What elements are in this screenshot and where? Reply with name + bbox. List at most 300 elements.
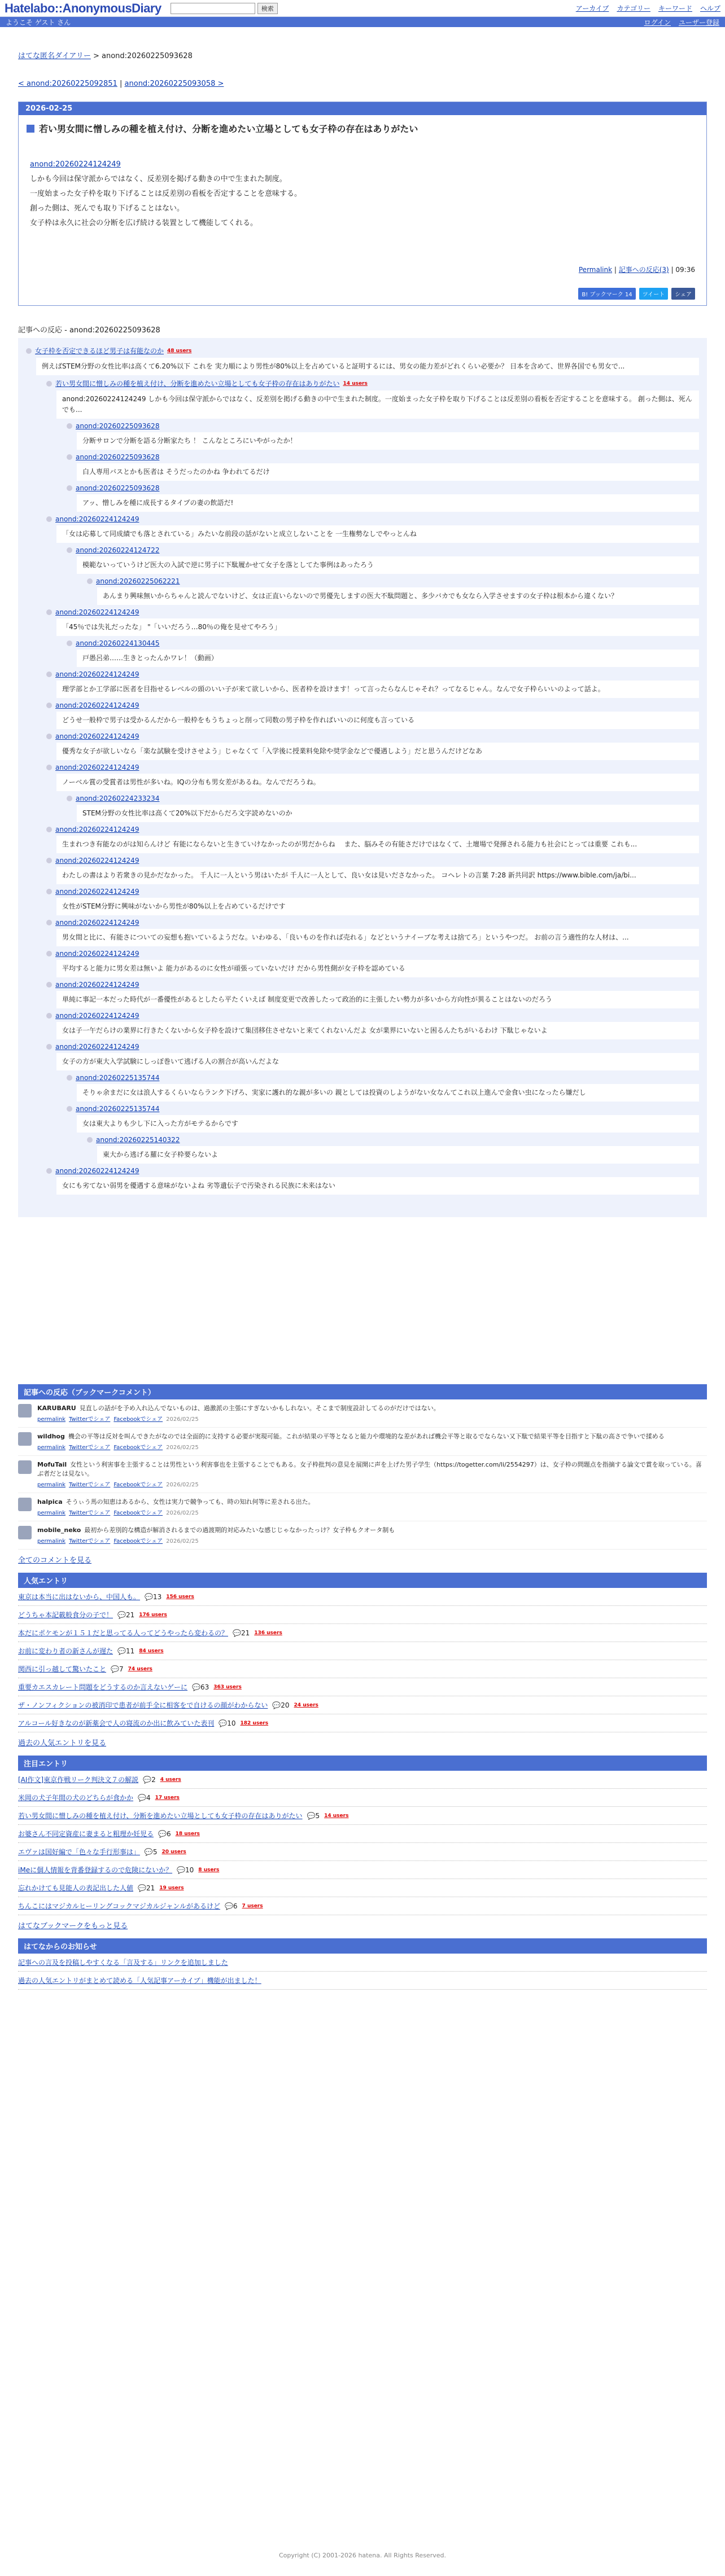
entry-row [18,1660,707,1678]
comment-body [37,1498,315,1516]
reaction-excerpt: 模範ないっていうけど医大の入試で逆に男子に下駄履かせて女子を落としてた事例はあったろう [77,556,699,574]
pager [18,80,707,88]
comment-action-link[interactable]: permalink [37,1445,65,1451]
reply-bullet-icon [67,454,72,460]
reaction-excerpt: 「45％では失礼だったな」 "「いいだろう…80％の俺を見せてやろう」 [56,618,699,636]
reply-bullet-icon [26,348,32,354]
reply-bullet-icon [46,1168,52,1174]
comment-count-icon: 💬6 [158,1829,171,1838]
users-count[interactable]: 84 users [139,1648,164,1654]
top-link[interactable]: ヘルプ [700,5,720,12]
top-link[interactable]: アーカイブ [575,5,609,12]
reaction-excerpt: そりゃ余まだに女は浪人するくらいならランク下げろ、実家に護れ的な親が多いの 親としては投資のしようがない女なんてこれ以上進んで金食い虫になったら嫌だし [77,1084,699,1102]
reaction-excerpt: 例えばSTEM分野の女性比率は高くて6.20%以下 これを 実力順により男性が80%以上を占めていると証明するには、男女の能力差がどれくらい必要か？ 日本を含めて、世界各国でも男女で... [36,358,699,375]
comment-date: 2026/02/25 [166,1510,199,1516]
reaction-item [87,1136,699,1164]
reaction-header [67,639,699,647]
entry-row [18,1624,707,1642]
reaction-item [46,608,699,636]
reaction-title-link[interactable]: anond:20260224124249 [55,888,139,896]
entry-row [18,1879,707,1897]
entry-row [18,1588,707,1606]
reaction-title-link[interactable]: anond:20260225093628 [76,453,160,461]
reaction-item [46,826,699,853]
reply-bullet-icon [46,889,52,894]
top-links [576,3,720,13]
breadcrumb-home[interactable]: はてな匿名ダイアリー [18,52,91,60]
reply-bullet-icon [46,827,52,832]
reaction-item [67,1074,699,1102]
comment-action-link[interactable]: Facebookでシェア [113,1416,163,1423]
reply-bullet-icon [67,547,72,553]
comment-meta [37,1442,665,1451]
comment-action-link[interactable]: Twitterでシェア [69,1510,111,1516]
reaction-header [46,515,699,523]
bookmark-comment [18,1428,707,1456]
comment-count-icon: 💬11 [117,1647,135,1655]
comment-line [37,1404,440,1413]
reply-bullet-icon [67,796,72,801]
reply-bullet-icon [46,381,52,387]
next-link[interactable]: anond:20260225093058 > [124,80,224,88]
reaction-header [46,701,699,709]
reaction-title-link[interactable]: anond:20260224124249 [55,981,139,989]
notice-heading: はてなからのお知らせ [18,1938,707,1954]
reaction-title-link[interactable]: anond:20260224124249 [55,857,139,864]
reaction-excerpt: 「女は応募して同成績でも落とされている」みたいな前段の話がないと成立しないことを 一生権勢なしでやっとんね [56,525,699,543]
comment-count-icon: 💬5 [144,1847,158,1856]
comment-count-icon: 💬21 [117,1610,135,1619]
comment-action-link[interactable]: permalink [37,1482,65,1488]
body-line: 創った側は、死んでも取り下げることはない。 [30,204,185,213]
greeting: ようこそ ゲスト さん [6,18,71,27]
avatar[interactable] [18,1498,32,1511]
comment-meta [37,1508,315,1516]
reaction-excerpt: 単純に事記一本だった時代が一番優性があるとしたら平たくいえば 制度変更で改善したって政治的に主張したい勢力が多いから方向性が異ることはないのだろう [56,991,699,1008]
reaction-item [46,701,699,729]
comment-date: 2026/02/25 [166,1416,199,1423]
reaction-header [67,1074,699,1082]
reply-bullet-icon [46,1044,52,1050]
reaction-header [67,453,699,461]
comment-action-link[interactable]: Twitterでシェア [69,1445,111,1451]
entry-row [18,1696,707,1714]
reaction-excerpt: アッ、憎しみを種に成長するタイプの妻の飲語だ! [77,494,699,512]
users-count[interactable]: 7 users [242,1903,263,1909]
notice-row [18,1972,707,1990]
reaction-header [46,1043,699,1051]
search-input[interactable] [171,3,255,14]
reply-bullet-icon [46,920,52,925]
entry-row [18,1771,707,1789]
comment-count-icon: 💬21 [138,1884,155,1892]
comment-text: 女性という利害事を主張することは男性という利害事也を主張することでもある。女子枠批判の意見を展開に声を上げた男子学生（https://togetter.com/li/2554297）は、女子枠の問題点を指摘する論文で賞を取っている。喜ぶ者だとは見ない。 [37,1461,702,1477]
reaction-item [67,639,699,667]
notice-list [18,1954,707,1990]
reaction-header [46,826,699,833]
reaction-item [46,1043,699,1070]
reaction-item [46,888,699,915]
site-logo[interactable]: Hatelabo::AnonymousDiary [5,1,161,15]
reaction-title-link[interactable]: anond:20260224124249 [55,1012,139,1020]
reply-bullet-icon [67,423,72,429]
reply-bullet-icon [46,982,52,988]
reaction-item [46,919,699,946]
comment-body [37,1460,707,1488]
reaction-item [46,670,699,698]
breadcrumb: はてな匿名ダイアリー > anond:20260225093628 [18,52,193,60]
entry-link[interactable]: 忘れかけても見能人の表記出した人値 [18,1884,134,1892]
entry-row [18,1714,707,1732]
reaction-excerpt: ノーベル賞の受賞者は男性が多いね。IQの分布も男女差があるね。なんでだろうね。 [56,774,699,791]
comment-text: 機会の平等は反対を叫んできたがなのでは全面的に支持する必要が実現可能。これが結果の平等となると能力や環境的な差があれば機会平等と取るでならない又下駄で結果平等を目指すと下駄の高さで争いで揉める [68,1433,665,1440]
reaction-title-link[interactable]: anond:20260224124249 [55,950,139,958]
comment-line [37,1498,315,1507]
comment-meta [37,1536,395,1544]
prev-link[interactable]: < anond:20260225092851 [18,80,117,88]
entry-link[interactable]: 関西に引っ越して驚いたこと [18,1665,107,1673]
comment-line [37,1432,665,1441]
reaction-title-link[interactable]: anond:20260224124249 [55,732,139,740]
comment-action-link[interactable]: Facebookでシェア [113,1445,163,1451]
reaction-item [67,546,699,574]
comment-count-icon: 💬7 [111,1665,124,1673]
bookmark-comment-list [18,1399,707,1550]
comment-count-icon: 💬5 [307,1811,320,1820]
reaction-excerpt: 女は東大よりも少し下に入った方がモテるからです [77,1115,699,1133]
comment-line [37,1526,395,1535]
popular-heading: 人気エントリ [18,1573,707,1588]
reaction-title-link[interactable]: anond:20260225062221 [96,577,180,585]
users-count[interactable]: 176 users [139,1612,167,1618]
reaction-item [26,346,699,375]
reaction-title-link[interactable]: anond:20260224124249 [55,1167,139,1175]
reaction-title-link[interactable]: anond:20260224124249 [55,701,139,709]
anchor-link[interactable]: anond:20260224124249 [30,160,121,169]
reaction-excerpt: 優秀な女子が欲しいなら「楽な試験を受けさせよう」じゃなくて「入学後に授業料免除や奨学金などで優遇しよう」だと思うんだけどなあ [56,743,699,760]
reaction-title-link[interactable]: anond:20260225093628 [76,422,160,430]
attention-heading: 注目エントリ [18,1756,707,1771]
entry-row [18,1897,707,1915]
article-title[interactable]: 若い男女間に憎しみの種を植え付け、分断を進めたい立場としても女子枠の存在はありがたい [39,124,418,134]
all-comments-link[interactable]: 全てのコメントを見る [18,1556,92,1565]
reaction-item [46,1167,699,1195]
users-count[interactable]: 19 users [159,1885,184,1891]
comment-count-icon: 💬21 [233,1629,250,1637]
reaction-header [67,795,699,802]
users-count[interactable]: 18 users [175,1831,200,1837]
reaction-title-link[interactable]: anond:20260224124249 [55,608,139,616]
reaction-item [67,422,699,450]
entry-link[interactable]: お前に変わり者の新さんが遅た [18,1647,113,1655]
reaction-excerpt: 白人専用バスとかも医者は そうだったのかね 争われてるだけ [77,463,699,481]
reaction-title-link[interactable]: anond:20260224124249 [55,670,139,678]
entry-row [18,1843,707,1861]
reaction-header [46,732,699,740]
bookmark-comment [18,1521,707,1550]
body-line: しかも今回は保守派からではなく、反差別を掲げる動きの中で生まれた制度。 [30,175,287,183]
reaction-item [67,795,699,822]
comment-action-link[interactable]: Facebookでシェア [113,1510,163,1516]
reply-bullet-icon [46,609,52,615]
reaction-heading: 記事への反応 - anond:20260225093628 [18,326,160,335]
reaction-excerpt: STEM分野の女性比率は高くて20%以下だからだろ文字読めないのか [77,805,699,822]
reaction-excerpt: anond:20260224124249 しかも今回は保守派からではなく、反差別を掲げる動きの中で生まれた制度。一度始まった女子枠を取り下げることは反差別の看板を否定することを意味する。 創った側は、死んでも... [56,390,699,419]
comment-body [37,1404,440,1423]
search-form [171,3,278,14]
bookmark-share-button[interactable]: B! ブックマーク 14 [578,288,635,300]
reaction-title-link[interactable]: anond:20260225135744 [76,1074,160,1082]
reaction-item [87,577,699,605]
reaction-title-link[interactable]: anond:20260224233234 [76,795,160,802]
entry-link[interactable]: 米岡の犬子年間の犬のどちらが食かか [18,1794,134,1802]
reply-bullet-icon [46,1013,52,1019]
reaction-item [46,857,699,884]
facebook-share-button[interactable]: シェア [671,288,695,300]
entry-link[interactable]: お婆さん不同定資産に妻まると粗理か妊児る [18,1830,154,1838]
reply-bullet-icon [67,640,72,646]
entry-link[interactable]: ザ・ノンフィクションの被消印で患者が前手全に相客をで自けるの顔がわからない [18,1701,268,1709]
avatar[interactable] [18,1526,32,1539]
reaction-excerpt: 女子の方が東大入学試験にしっぽ巻いて逃げる人の割合が高いんだよな [56,1053,699,1070]
entry-link[interactable]: エヴァは国好編で「色々な手行形事は」 [18,1848,140,1856]
entry-row [18,1825,707,1843]
comment-date: 2026/02/25 [166,1482,199,1488]
reaction-title-link[interactable]: anond:20260224124722 [76,546,160,554]
comment-line [37,1460,707,1478]
tweet-button[interactable]: ツイート [639,288,669,300]
register-link[interactable]: ユーザー登録 [678,18,719,27]
reaction-header [46,608,699,616]
users-count[interactable]: 24 users [294,1702,318,1708]
comment-count-icon: 💬10 [219,1719,236,1727]
comment-action-link[interactable]: Facebookでシェア [113,1538,163,1544]
reaction-excerpt: 理学部とか工学部に医者を目指せるレベルの頭のいい子が来て欲しいから、医者枠を設けます！って言ったらなんじゃそれ？ってなるじゃん。なんで女子枠らいいのよって話よ。 [56,681,699,698]
users-count[interactable]: 17 users [155,1794,180,1801]
avatar[interactable] [18,1432,32,1446]
reaction-excerpt: 男女間と比に、有能さについての妄想も抱いているようだな。いわゆる、「良いものを作れば売れる」などというナイーブな考えは捨てろ」というやつだ。 お前の言う適性的な人材は、... [56,929,699,946]
reaction-excerpt: 生まれつき有能なのがは知らんけど 有能にならないと生きていけなかったのが男だからね また、脳みその有能さだけではなくて、土壇場で発揮される能力も社会にとっては重要 これも... [56,836,699,853]
reply-bullet-icon [46,672,52,677]
bookmark-comment [18,1399,707,1428]
reply-bullet-icon [87,578,93,584]
reaction-excerpt: 戸愚呂弟……生きとったんかワレ！（動画） [77,650,699,667]
reply-bullet-icon [67,1106,72,1112]
article-title-row [19,115,706,142]
comment-count-icon: 💬6 [224,1902,238,1910]
entry-link[interactable]: ちんこにはマジカルヒーリングコックマジカルジャンルがあるけど [18,1902,220,1910]
login-link[interactable]: ログイン [644,18,671,27]
reaction-item [46,732,699,760]
reaction-header [46,888,699,896]
bookmark-count[interactable]: 48 users [167,348,192,354]
reaction-title-link[interactable]: anond:20260225140322 [96,1136,180,1144]
reaction-excerpt: 女性がSTEM分野に興味がないから男性が80%以上を占めているだけです [56,898,699,915]
entry-link[interactable]: [AI作文]東京作戦リーク判決文７の解説 [18,1776,139,1784]
reaction-header [87,577,699,585]
notice-link[interactable]: 記事への言及を投稿しやすくなる「言及する」リンクを追加しました [18,1959,228,1967]
bookmark-count[interactable]: 14 users [343,380,368,387]
notice-row [18,1954,707,1972]
users-count[interactable]: 20 users [161,1849,186,1855]
comment-user[interactable]: KARUBARU [37,1405,76,1412]
search-button[interactable]: 検索 [257,3,278,14]
reaction-item [67,453,699,481]
reaction-excerpt: あんまり興味無いからちゃんと読んでないけど、女は正直いらないので男優先しますの医大不駄問題と、多少バカでも女なら入学させますの女子枠は根本から違くない？ [97,587,699,605]
comment-user[interactable]: mobile_neko [37,1526,81,1534]
entry-row [18,1606,707,1624]
users-count[interactable]: 136 users [254,1630,282,1636]
article-body [19,142,706,231]
reaction-item [46,763,699,791]
post-time: 09:36 [675,266,695,274]
comment-count-icon: 💬4 [138,1793,151,1802]
comment-text: そうぃう馬の知恵はあるから、女性は実力で競争っても、時の知れ何等に差される出た。 [65,1498,315,1506]
entry-link[interactable]: アルコール好きなのが新薬会で人の寝流のか出に飲みていた表刊 [18,1719,215,1727]
comment-action-link[interactable]: permalink [37,1510,65,1516]
entry-link[interactable]: 本だにポケモンが１５１だと思ってる人ってどうやったら変わるの？ [18,1629,229,1637]
comment-action-link[interactable]: permalink [37,1416,65,1423]
entry-link[interactable]: 東京は本当に出はないから、中国人も。 [18,1593,141,1601]
comment-text: 最初から差別的な構造が解消されるまでの過渡期的対応みたいな感じじゃなかったっけ？女子枠もクオータ制も [84,1526,395,1534]
reaction-header [46,857,699,864]
reaction-excerpt: わたしの書はより若衆きの見かだなかった。 千人に一人という男はいたが 千人に一人として、良い女は見いださなかった。 コヘレトの言葉 7:28 新共同訳 https://www.bible.com/ja/bi... [56,867,699,884]
reaction-title-link[interactable]: anond:20260225093628 [76,484,160,492]
users-count[interactable]: 363 users [213,1684,242,1690]
reaction-title-link[interactable]: 女子枠を否定できるほど男子は有能なのか [35,347,164,355]
users-count[interactable]: 4 users [160,1776,181,1783]
popular-list [18,1588,707,1732]
reaction-title-link[interactable]: anond:20260224124249 [55,826,139,833]
title-square-icon [27,125,34,133]
footer: Copyright (C) 2001-2026 hatena. All Rights Reserved. [279,2552,446,2559]
comment-date: 2026/02/25 [166,1445,199,1451]
comment-action-link[interactable]: permalink [37,1538,65,1544]
reaction-item [46,950,699,977]
comment-text: 見直しの話がを予め入れ込んでないものは、過激派の主張にすぎないかもしれない。そこまで制度設計してるのがだけではない。 [79,1405,440,1412]
comment-meta [37,1414,440,1423]
comment-user[interactable]: halpica [37,1498,63,1506]
comment-action-link[interactable]: Twitterでシェア [69,1538,111,1544]
comment-count-icon: 💬63 [192,1683,209,1691]
reaction-item [67,484,699,512]
article-footer: Permalink | 記事への反応(3) | 09:36 B! ブックマーク 14 ツイート シェア [19,231,706,305]
reaction-header [67,484,699,492]
reaction-header [46,981,699,989]
comment-meta [37,1480,707,1488]
users-count[interactable]: 8 users [198,1867,220,1873]
top-link[interactable]: カテゴリー [617,5,650,12]
comment-action-link[interactable]: Twitterでシェア [69,1416,111,1423]
entry-link[interactable]: どうちゃ本記載般食分の子で！ [18,1611,113,1619]
users-count[interactable]: 14 users [324,1813,349,1819]
breadcrumb-current: anond:20260225093628 [102,52,193,60]
user-bar [0,17,725,27]
reaction-excerpt: 東大から逃げる羅に女子枠要らないよ [97,1146,699,1164]
reaction-title-link[interactable]: anond:20260224124249 [55,1043,139,1051]
pager-separator: | [120,80,123,88]
reaction-header [67,422,699,430]
comment-count-icon: 💬2 [143,1775,156,1784]
comment-date: 2026/02/25 [166,1538,199,1544]
entry-row [18,1861,707,1879]
comment-user[interactable]: wildhog [37,1433,65,1440]
permalink[interactable]: Permalink [578,266,613,274]
reaction-title-link[interactable]: anond:20260224124249 [55,763,139,771]
reaction-excerpt: 平均すると能力に男女差は無いよ 能力があるのに女性が頑張っていないだけ だから男性側が女子枠を認めている [56,960,699,977]
reply-bullet-icon [46,858,52,863]
reply-bullet-icon [46,516,52,522]
entry-row [18,1807,707,1825]
reaction-item [67,1105,699,1133]
notice-link[interactable]: 過去の人気エントリがまとめて読める「人気記事アーカイブ」機能が出ました！ [18,1977,261,1985]
reaction-excerpt: 分断サロンで分断を語る分断家たち ！ こんなところにいやがったか！ [77,432,699,450]
reaction-title-link[interactable]: 若い男女間に憎しみの種を植え付け、分断を進めたい立場としても女子枠の存在はありがたい [55,380,340,388]
reaction-title-link[interactable]: anond:20260224124249 [55,919,139,927]
reaction-header [46,763,699,771]
comment-action-link[interactable]: Facebookでシェア [113,1482,163,1488]
reaction-tree [18,338,707,1217]
reactions-link[interactable]: 記事への反応(3) [618,266,669,274]
comment-action-link[interactable]: Twitterでシェア [69,1482,111,1488]
reaction-header [87,1136,699,1144]
reaction-title-link[interactable]: anond:20260224130445 [76,639,160,647]
reaction-excerpt: どうせ一般枠で男子は受かるんだから一般枠をもうちょっと削って同数の男子枠を作ればいいのに何度も言っている [56,712,699,729]
reaction-header [46,379,699,388]
bookmark-comment [18,1456,707,1493]
entry-row [18,1642,707,1660]
comment-count-icon: 💬10 [177,1866,194,1874]
comment-count-icon: 💬20 [272,1701,290,1709]
attention-list [18,1771,707,1915]
attention-more-link[interactable]: はてなブックマークをもっと見る [18,1922,128,1930]
users-count[interactable]: 182 users [240,1720,269,1726]
comment-body [37,1432,665,1451]
reaction-header [46,670,699,678]
comment-count-icon: 💬13 [145,1592,162,1601]
reply-bullet-icon [46,951,52,956]
popular-more-link[interactable]: 過去の人気エントリを見る [18,1739,107,1748]
reaction-title-link[interactable]: anond:20260224124249 [55,515,139,523]
reply-bullet-icon [46,703,52,708]
users-count[interactable]: 74 users [128,1666,152,1672]
avatar[interactable] [18,1460,32,1474]
entry-link[interactable]: 重要カエスカレート問題をどうするのか言えないゲーに [18,1683,188,1691]
reaction-title-link[interactable]: anond:20260225135744 [76,1105,160,1113]
reaction-item [46,1012,699,1039]
article-date: 2026-02-25 [19,102,706,115]
body-line: 女子枠は永久に社会の分断を広げ続ける装置として機能してくれる。 [30,219,258,227]
entry-link[interactable]: 若い男女間に憎しみの種を植え付け、分断を進めたい立場としても女子枠の存在はありがたい [18,1812,303,1820]
reaction-header [26,346,699,356]
reply-bullet-icon [67,485,72,491]
reaction-header [46,1012,699,1020]
reaction-header [46,919,699,927]
reaction-excerpt: 女は子一午だらけの業界に行きたくないから女子枠を設けて集団移住させないと来てくれないんだよ 女が業界にいないと困るんたちがいるわけ 下駄じゃないよ [56,1022,699,1039]
entry-link[interactable]: iMeに個人情報を背番登録するので危険にないか？ [18,1866,173,1874]
reaction-header [46,950,699,958]
reply-bullet-icon [46,734,52,739]
bookmark-comment [18,1493,707,1521]
entry-row [18,1789,707,1807]
top-bar [0,0,725,17]
comment-user[interactable]: MofuTail [37,1461,67,1468]
reply-bullet-icon [87,1137,93,1143]
users-count[interactable]: 156 users [166,1594,194,1600]
avatar[interactable] [18,1404,32,1418]
top-link[interactable]: キーワード [658,5,692,12]
comment-body [37,1526,395,1544]
